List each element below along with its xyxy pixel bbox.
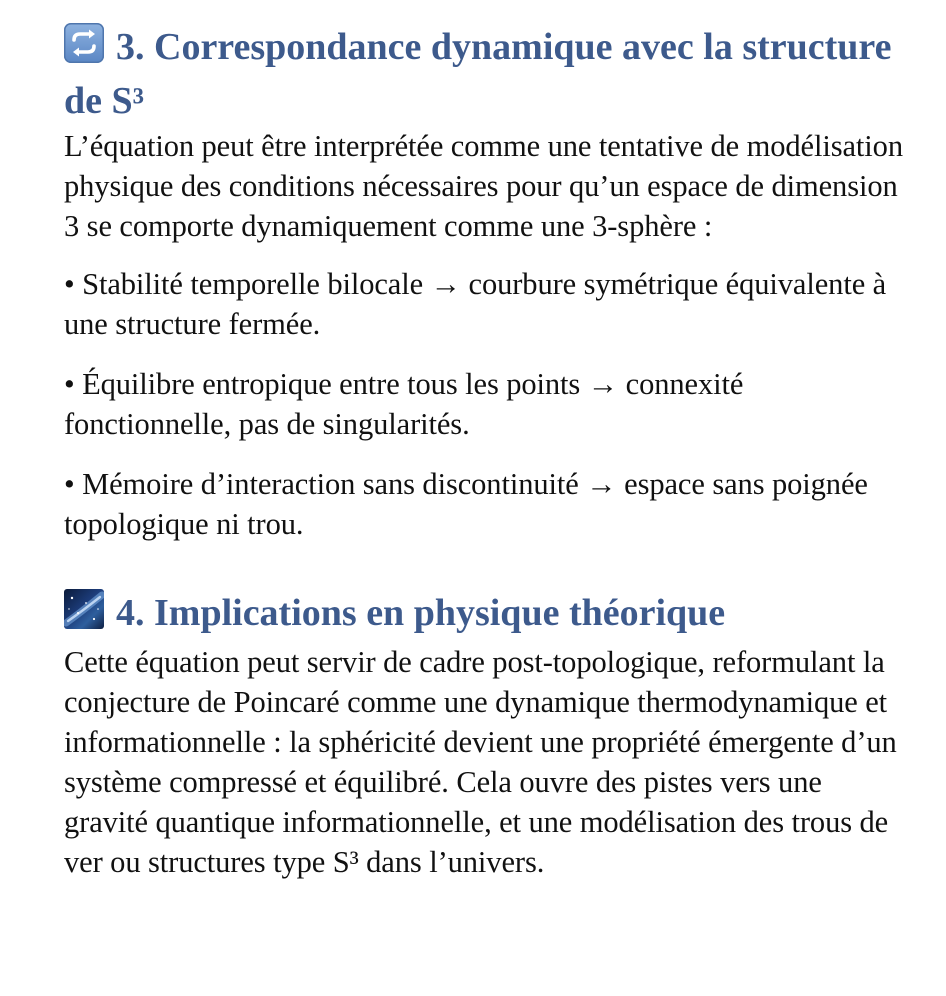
section-3-bullet-2: • Équilibre entropique entre tous les points → connexité fonctionnelle, pas de singularités. xyxy=(64,367,744,441)
section-3-bullet-3: • Mémoire d’interaction sans discontinuité → espace sans poignée topologique ni trou. xyxy=(64,467,868,541)
section-3-title: 3. Correspondance dynamique avec la structure de S³ xyxy=(64,26,892,122)
milky-way-icon xyxy=(64,589,104,642)
section-4-heading xyxy=(64,588,904,642)
section-3-bullet-1: • Stabilité temporelle bilocale → courbure symétrique équivalente à une structure fermée. xyxy=(64,267,887,341)
section-3-heading xyxy=(64,22,904,126)
document-content xyxy=(64,22,904,882)
section-4-body: Cette équation peut servir de cadre post-topologique, reformulant la conjecture de Poincaré comme une dynamique thermodynamique et informationnelle : la sphéricité devient une propriété émergente d’un système compressé et équilibré. Cela ouvre des pistes vers une gravité quantique informationnelle, et une modélisation des trous de ver ou structures type S³ dans l’univers. xyxy=(64,645,897,879)
section-4-title: 4. Implications en physique théorique xyxy=(116,592,726,634)
section-3-intro: L’équation peut être interprétée comme une tentative de modélisation physique des conditions nécessaires pour qu’un espace de dimension 3 se comporte dynamiquement comme une 3-sphère : xyxy=(64,129,903,243)
repeat-arrows-icon xyxy=(64,23,104,76)
